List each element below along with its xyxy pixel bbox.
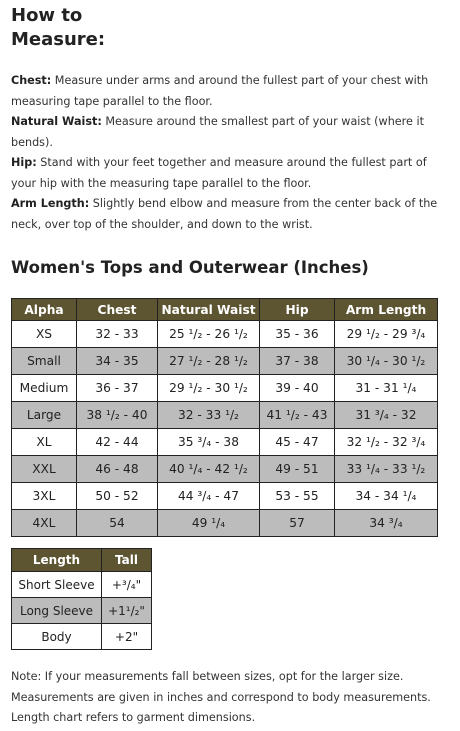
- table-cell: 49 ¹/₄: [158, 510, 260, 537]
- table-cell: 33 ¹/₄ - 33 ¹/₂: [335, 456, 438, 483]
- table-cell: 31 - 31 ¹/₄: [335, 375, 438, 402]
- table-cell: +1¹/₂": [102, 598, 152, 624]
- footnote-line: Note: If your measurements fall between sizes, opt for the larger size.: [11, 670, 404, 683]
- table-cell: 35 ³/₄ - 38: [158, 429, 260, 456]
- table-row: [12, 348, 438, 375]
- table-cell: 25 ¹/₂ - 26 ¹/₂: [158, 321, 260, 348]
- column-header: Hip: [260, 299, 335, 321]
- table-cell: 45 - 47: [260, 429, 335, 456]
- table-cell: XS: [12, 321, 77, 348]
- instruction-chest: [11, 71, 443, 112]
- instruction-natural-waist: [11, 112, 443, 153]
- table-cell: 50 - 52: [77, 483, 158, 510]
- instruction-text: Slightly bend elbow and measure from the center back of the neck, over top of the shoulder, and down to the wrist.: [11, 197, 438, 231]
- table-cell: 42 - 44: [77, 429, 158, 456]
- footnote: [11, 667, 451, 729]
- table-cell: 4XL: [12, 510, 77, 537]
- instruction-term: Arm Length:: [11, 197, 90, 210]
- table-cell: 34 - 34 ¹/₄: [335, 483, 438, 510]
- instruction-text: Stand with your feet together and measure around the fullest part of your hip with the measuring tape parallel to the floor.: [11, 156, 427, 190]
- table-cell: 44 ³/₄ - 47: [158, 483, 260, 510]
- column-header: Chest: [77, 299, 158, 321]
- table-cell: XXL: [12, 456, 77, 483]
- table-cell: 32 - 33 ¹/₂: [158, 402, 260, 429]
- table-cell: 32 - 33: [77, 321, 158, 348]
- table-row: [12, 402, 438, 429]
- instruction-text: Measure under arms and around the fullest part of your chest with measuring tape parallel to the floor.: [11, 74, 429, 108]
- column-header: Natural Waist: [158, 299, 260, 321]
- table-row: [12, 375, 438, 402]
- instruction-arm-length: [11, 194, 443, 235]
- page-title-line-1: How to: [11, 5, 83, 26]
- table-row: [12, 598, 152, 624]
- table-cell: 36 - 37: [77, 375, 158, 402]
- table-cell: Small: [12, 348, 77, 375]
- footnote-line: Length chart refers to garment dimensions.: [11, 711, 256, 724]
- table-row: [12, 429, 438, 456]
- length-table: [11, 548, 152, 650]
- table-cell: 49 - 51: [260, 456, 335, 483]
- table-cell: 38 ¹/₂ - 40: [77, 402, 158, 429]
- table-cell: 32 ¹/₂ - 32 ³/₄: [335, 429, 438, 456]
- page-title: [11, 4, 105, 52]
- table-cell: Body: [12, 624, 102, 650]
- table-cell: XL: [12, 429, 77, 456]
- size-table: [11, 298, 438, 537]
- column-header: Arm Length: [335, 299, 438, 321]
- table-row: [12, 624, 152, 650]
- instruction-term: Natural Waist:: [11, 115, 102, 128]
- table-cell: 35 - 36: [260, 321, 335, 348]
- length-table-header-row: [12, 549, 152, 572]
- footnote-line: Measurements are given in inches and correspond to body measurements.: [11, 690, 431, 704]
- instruction-term: Hip:: [11, 156, 37, 169]
- table-cell: 37 - 38: [260, 348, 335, 375]
- measure-instructions: [11, 71, 443, 235]
- instruction-term: Chest:: [11, 74, 52, 87]
- table-cell: 34 ³/₄: [335, 510, 438, 537]
- table-row: [12, 510, 438, 537]
- table-row: [12, 321, 438, 348]
- table-cell: 54: [77, 510, 158, 537]
- table-cell: +2": [102, 624, 152, 650]
- instruction-hip: [11, 153, 443, 194]
- table-cell: 53 - 55: [260, 483, 335, 510]
- table-cell: 40 ¹/₄ - 42 ¹/₂: [158, 456, 260, 483]
- table-cell: 3XL: [12, 483, 77, 510]
- section-title: Women's Tops and Outerwear (Inches): [11, 258, 369, 277]
- table-cell: 29 ¹/₂ - 29 ³/₄: [335, 321, 438, 348]
- column-header: Length: [12, 549, 102, 572]
- page-title-line-2: Measure:: [11, 29, 106, 50]
- table-cell: Long Sleeve: [12, 598, 102, 624]
- table-cell: Large: [12, 402, 77, 429]
- table-cell: 34 - 35: [77, 348, 158, 375]
- table-cell: 30 ¹/₄ - 30 ¹/₂: [335, 348, 438, 375]
- table-cell: Short Sleeve: [12, 572, 102, 598]
- table-cell: 41 ¹/₂ - 43: [260, 402, 335, 429]
- table-cell: 31 ³/₄ - 32: [335, 402, 438, 429]
- table-cell: 27 ¹/₂ - 28 ¹/₂: [158, 348, 260, 375]
- table-row: [12, 456, 438, 483]
- table-cell: 29 ¹/₂ - 30 ¹/₂: [158, 375, 260, 402]
- table-cell: +³/₄": [102, 572, 152, 598]
- table-cell: Medium: [12, 375, 77, 402]
- size-table-header-row: [12, 299, 438, 321]
- column-header: Tall: [102, 549, 152, 572]
- table-cell: 46 - 48: [77, 456, 158, 483]
- column-header: Alpha: [12, 299, 77, 321]
- table-cell: 57: [260, 510, 335, 537]
- table-row: [12, 483, 438, 510]
- table-cell: 39 - 40: [260, 375, 335, 402]
- instruction-text: Measure around the smallest part of your waist (where it bends).: [11, 115, 424, 149]
- table-row: [12, 572, 152, 598]
